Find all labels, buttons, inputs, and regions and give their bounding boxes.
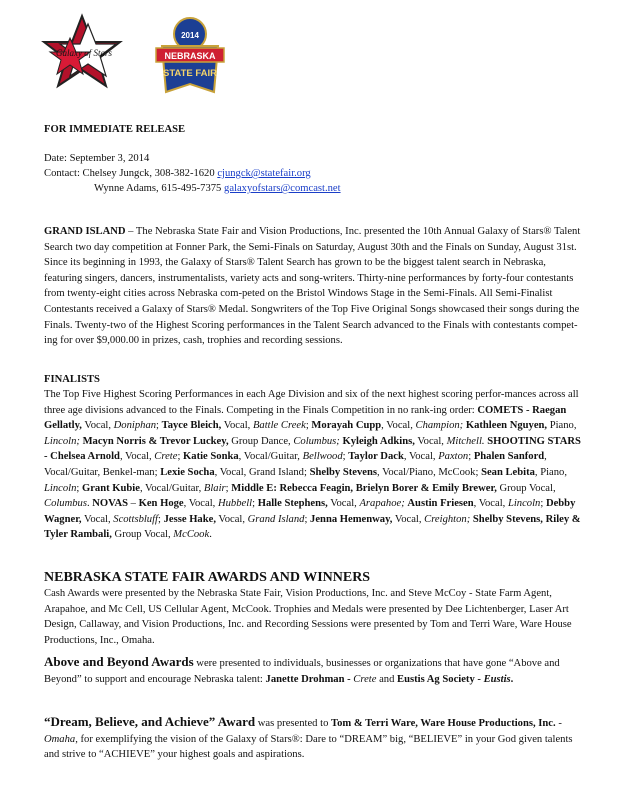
finalist-segment: ; [305,420,312,432]
finalist-segment: Shelby Stevens, Riley & Tyler Rambali, [44,513,581,541]
finalists-intro: The Top Five Highest Scoring Performances in each Age Division and six of the next highest scoring perfor-mances across all three age divisions advanced to the Finals. Competing in the Finals Competition in no rank-ing order: [44,389,579,416]
galaxy-of-stars-logo [44,16,120,86]
above-beyond-body: were presented to individuals, businesses or organizations that have gone “Above and Beyond” to support and encourage Nebraska talent: [44,658,560,685]
finalist-segment: SHOOTING STARS - Chelsea Arnold [44,435,581,463]
finalist-segment: Arapahoe; [359,498,405,510]
finalist-segment: , Vocal, [403,451,439,463]
intro-paragraph [44,224,584,349]
finalist-segment: – [128,498,139,510]
finalist-segment: Grand Island [247,513,305,525]
finalist-segment: Hubbell [217,498,253,510]
finalist-segment: , Vocal/Guitar, Benkel-man; [44,451,547,478]
release-heading: FOR IMMEDIATE RELEASE [44,124,186,135]
galaxy-logo-text: Galaxy of Stars [56,48,112,58]
finalist-segment: ; [76,482,82,494]
finalist-segment: Mitchell. [446,435,485,447]
finalist-segment: , Vocal/Piano, McCook; [376,466,482,478]
logos-graphic [40,12,240,96]
fair-logo-bottom: STATE FAIR [162,68,218,79]
dream-award-body-2: , for exemplifying the vision of the Galaxy of Stars®: Dare to “DREAM” big, “BELIEVE” in your God given talents and strive to “ACHIEVE” your highest goals and aspirations. [44,733,573,761]
above-beyond-end: . [510,673,514,685]
finalist-segment: Vocal, [215,513,248,525]
finalist-segment: Lincoln [507,498,541,510]
finalist-segment: ; [156,420,162,432]
finalist-segment: , Piano, [534,466,567,478]
finalist-segment: McCook [173,529,210,541]
finalist-segment: Scottsbluff [113,513,158,525]
finalist-segment: Halle Stephens, [257,498,328,510]
above-beyond-title: Above and Beyond Awards [44,654,194,669]
release-label [44,122,584,138]
finalist-segment: ; [468,451,474,463]
awards-paragraph: Cash Awards were presented by the Nebraska State Fair, Vision Productions, Inc. and Steve McCoy - State Farm Agent, Arapahoe, and Mc Cell, US Cellular Agent, McCook. Trophies and Medals were presented by Dee Lichtenberger, Laser Art Design, Callaway, and Vision Productions, Inc. and Recording Sessions were presented by Tom and Terri Ware, Ware House Productions, Inc., Omaha. [44,588,572,646]
fair-logo-top: NEBRASKA [164,51,216,61]
finalist-segment: , Vocal, [119,451,155,463]
contact-2-email-link[interactable]: galaxyofstars@comcast.net [224,183,341,194]
finalist-segment: , Vocal, Grand Island; [214,466,310,478]
finalists-paragraph [44,387,584,543]
finalists-list [44,405,581,541]
finalist-segment: ; [540,498,546,510]
finalist-segment: Vocal, [327,498,360,510]
finalist-segment: ; [252,498,258,510]
finalist-segment: Grant Kubie [81,482,140,494]
finalist-segment: Jenna Hemenway, [310,513,393,525]
logo-bar [40,12,240,96]
finalist-segment: Vocal, [81,420,114,432]
awards-heading: NEBRASKA STATE FAIR AWARDS AND WINNERS [44,570,371,585]
finalist-segment: Sean Lebita [481,466,535,478]
intro-body: – The Nebraska State Fair and Vision Productions, Inc. presented the 10th Annual Galaxy of Stars® Talent Search two day competition at Fonner Park, the Semi-Finals on Saturday, August 30th and the Finals on Sunday, August 31st. Since its beginning in 1993, the Galaxy of Stars® Talent Search has grown to be the biggest talent search in Nebraska, featuring singers, dancers, instrumentalists, variety acts and song-writers. Thirty-nine performances by forty-four contestants from twenty-eight cities across Nebraska com-peted on the Bristol Windows Stage in the Semi-Finals. All Semi-Finalist Contestants received a Galaxy of Stars® Medal. Songwriters of the Top Five Original Songs showcased their songs during the Finals. Twenty-two of the Highest Scoring performances in the Talent Search advanced to the Finals with contestants compet-ing for over $9,000.00 in prizes, cash, trophies and recording sessions. [44,226,581,347]
finalist-segment: Morayah Cupp [311,420,382,432]
finalist-segment: ; [158,513,164,525]
finalist-segment: Paxton [438,451,469,463]
finalist-segment: Lincoln; [44,435,80,447]
dream-award-city: Omaha [44,733,76,745]
finalist-segment: , Vocal/Guitar, [139,482,204,494]
finalist-segment: Shelby Stevens [309,466,377,478]
finalist-segment: Debby Wagner, [44,498,576,525]
contact-line-1 [44,166,584,182]
dream-award-recipient: Tom & Terri Ware, Ware House Productions, Inc. [331,718,556,729]
contact-1-name: Contact: Chelsey Jungck, 308-382-1620 [44,168,218,179]
finalist-segment: Champion; [415,420,464,432]
finalists-heading: FINALISTS [44,374,100,385]
honoree-2-city: Eustis [483,673,511,685]
finalist-segment: Austin Friesen [407,498,474,510]
finalist-segment: NOVAS [92,498,128,510]
finalist-segment: Vocal, [392,513,425,525]
finalist-segment: COMETS - Raegan Gellatly, [44,404,567,432]
finalist-segment: ; [342,451,349,463]
finalist-segment: Blair [203,482,226,494]
finalist-segment: . [209,529,212,541]
finalist-segment: Lexie Socha [160,466,215,478]
honoree-2: Eustis Ag Society - [397,673,484,685]
dream-award-body-1: was presented to [255,718,332,729]
finalist-segment: ; [225,482,232,494]
finalist-segment: Middle E: Rebecca Feagin, Brielyn Borer & Emily Brewer, [231,482,497,494]
finalist-segment: Lincoln [44,482,77,494]
dream-award-title: “Dream, Believe, and Achieve” Award [44,714,256,729]
contact-2-name: Wynne Adams, 615-495-7375 [94,183,225,194]
finalist-segment: , Vocal, [473,498,508,510]
finalist-segment: Kathleen Nguyen, [465,420,548,432]
release-date: Date: September 3, 2014 [44,153,150,164]
finalist-segment: ; [177,451,184,463]
dateline: GRAND ISLAND [44,226,126,237]
awards-section [44,570,584,587]
finalist-segment: Vocal, [221,420,253,432]
finalist-segment: . [86,498,93,510]
finalist-segment: Piano, [547,420,577,432]
finalist-segment: Columbus; [293,435,340,447]
fair-logo-year: 2014 [181,31,199,40]
finalist-segment: Crete [154,451,178,463]
finalist-segment: , Vocal/Guitar, [238,451,303,463]
finalist-segment: Group Dance, [228,435,294,447]
contact-line-2 [94,181,584,197]
finalist-segment: Group Vocal, [496,482,556,494]
finalist-segment: Vocal, [81,513,114,525]
finalist-segment: Tayce Bleich, [161,420,222,432]
finalist-segment: Doniphan [113,420,157,432]
finalist-segment: Battle Creek [252,420,306,432]
finalist-segment: Columbus [44,498,87,510]
finalist-segment: Katie Sonka [183,451,239,463]
finalist-segment: Phalen Sanford [473,451,545,463]
honoree-1: Janette Drohman - [265,673,354,685]
finalist-segment: Group Vocal, [111,529,174,541]
honoree-1-city: Crete [353,673,377,685]
finalist-segment: ; [304,513,311,525]
finalist-segment: Macyn Norris & Trevor Luckey, [82,435,229,447]
finalists-section [44,372,584,388]
finalist-segment: Bellwood [302,451,343,463]
finalist-segment: Taylor Dack [348,451,404,463]
dream-award-paragraph [44,714,584,763]
finalist-segment: Kyleigh Adkins, [342,435,415,447]
finalist-segment: , Vocal, [183,498,218,510]
finalist-segment: Ken Hoge [138,498,184,510]
nebraska-state-fair-logo [156,18,224,92]
above-beyond-and: and [376,673,398,685]
finalist-segment: Creighton; [424,513,471,525]
above-beyond-paragraph [44,654,584,687]
finalist-segment: , Vocal, [381,420,416,432]
finalist-segment: Jesse Hake, [163,513,216,525]
dream-award-dash: - [555,718,562,729]
contact-1-email-link[interactable]: cjungck@statefair.org [217,168,311,179]
finalist-segment: Vocal, [414,435,447,447]
